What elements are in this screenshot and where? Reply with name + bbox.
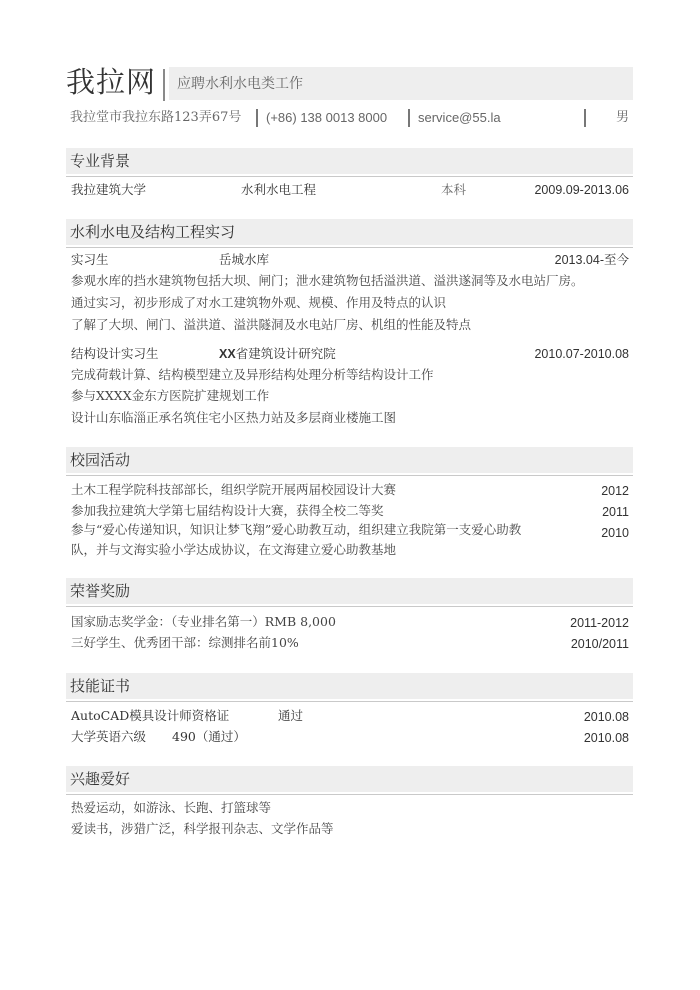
section-rule — [66, 794, 633, 795]
campus-item: 参与“爱心传递知识，知识让梦飞翔”爱心助教互动，组织建立我院第一支爱心助教 — [71, 522, 522, 537]
subtitle-bar — [169, 67, 633, 100]
phone: (+86) 138 0013 8000 — [266, 110, 388, 125]
section-title: 专业背景 — [70, 152, 131, 170]
job2-detail: 设计山东临淄正承名筑住宅小区热力站及多层商业楼施工图 — [71, 410, 397, 425]
job2-period: 2010.07-2010.08 — [534, 347, 629, 361]
section-rule — [66, 475, 633, 476]
hobby-item: 热爱运动，如游泳、长跑、打篮球等 — [71, 800, 272, 815]
skill-date: 2010.08 — [583, 710, 629, 724]
address: 我拉堂市我拉东路123弄67号 — [70, 110, 242, 125]
section-rule — [66, 176, 633, 177]
gender: 男 — [616, 110, 630, 125]
section-title: 技能证书 — [70, 677, 131, 695]
school: 我拉建筑大学 — [71, 182, 147, 197]
contact-divider — [408, 109, 410, 127]
job2-detail: 完成荷载计算、结构模型建立及异形结构处理分析等结构设计工作 — [71, 367, 434, 382]
section-rule — [66, 701, 633, 702]
section-title: 荣誉奖励 — [70, 582, 131, 600]
job2-org-name: 省建筑设计研究院 — [235, 346, 336, 361]
job1-org: 岳城水库 — [219, 252, 270, 267]
job2-role: 结构设计实习生 — [71, 346, 159, 361]
section-rule — [66, 606, 633, 607]
job2-org — [219, 345, 336, 363]
honor-period: 2011-2012 — [570, 616, 629, 630]
section-title: 校园活动 — [70, 451, 131, 469]
section-education — [66, 148, 633, 174]
campus-year: 2011 — [602, 505, 629, 519]
section-hobbies — [66, 766, 633, 792]
skill-name: 大学英语六级 — [71, 729, 147, 744]
job1-detail: 通过实习，初步形成了对水工建筑物外观、规模、作用及特点的认识 — [71, 295, 447, 310]
campus-year: 2012 — [601, 484, 629, 498]
skill-date: 2010.08 — [583, 731, 629, 745]
job2-detail: 参与XXXX金东方医院扩建规划工作 — [71, 388, 270, 403]
hobby-item: 爱读书，涉猎广泛，科学报刊杂志、文学作品等 — [71, 821, 334, 836]
section-title: 兴趣爱好 — [70, 770, 131, 788]
section-skills — [66, 673, 633, 699]
name-divider — [163, 69, 165, 101]
honor-item: 国家励志奖学金：（专业排名第一）RMB 8,000 — [71, 614, 336, 629]
skill-name: AutoCAD模具设计师资格证 — [71, 708, 230, 723]
contact-divider — [256, 109, 258, 127]
campus-item: 土木工程学院科技部部长，组织学院开展两届校园设计大赛 — [71, 482, 397, 497]
section-honors — [66, 578, 633, 604]
education-period: 2009.09-2013.06 — [534, 183, 629, 197]
campus-item-cont: 队，并与文海实验小学达成协议，在文海建立爱心助教基地 — [71, 542, 397, 557]
campus-year: 2010 — [601, 526, 629, 540]
job1-detail: 参观水库的挡水建筑物包括大坝、闸门；泄水建筑物包括溢洪道、溢洪遂洞等及水电站厂房。 — [71, 273, 584, 288]
section-campus — [66, 447, 633, 473]
job-objective: 应聘水利水电类工作 — [177, 76, 303, 92]
email: service@55.la — [418, 110, 501, 125]
honor-period: 2010/2011 — [570, 637, 629, 651]
candidate-name: 我拉网 — [66, 65, 157, 99]
campus-item: 参加我拉建筑大学第七届结构设计大赛，获得全校二等奖 — [71, 503, 384, 518]
degree: 本科 — [441, 182, 467, 197]
job1-role: 实习生 — [71, 252, 109, 267]
job2-org-prefix: XX — [219, 347, 236, 361]
job1-period: 2013.04-至今 — [554, 253, 629, 267]
honor-item: 三好学生、优秀团干部：综测排名前10% — [71, 635, 299, 650]
section-internship — [66, 219, 633, 245]
contact-row — [66, 108, 633, 130]
skill-result: 490（通过） — [172, 729, 246, 744]
skill-result: 通过 — [278, 708, 304, 723]
contact-divider — [584, 109, 586, 127]
header — [66, 64, 633, 102]
section-title: 水利水电及结构工程实习 — [70, 223, 236, 241]
major: 水利水电工程 — [241, 182, 317, 197]
section-rule — [66, 247, 633, 248]
job1-detail: 了解了大坝、闸门、溢洪道、溢洪隧洞及水电站厂房、机组的性能及特点 — [71, 317, 472, 332]
